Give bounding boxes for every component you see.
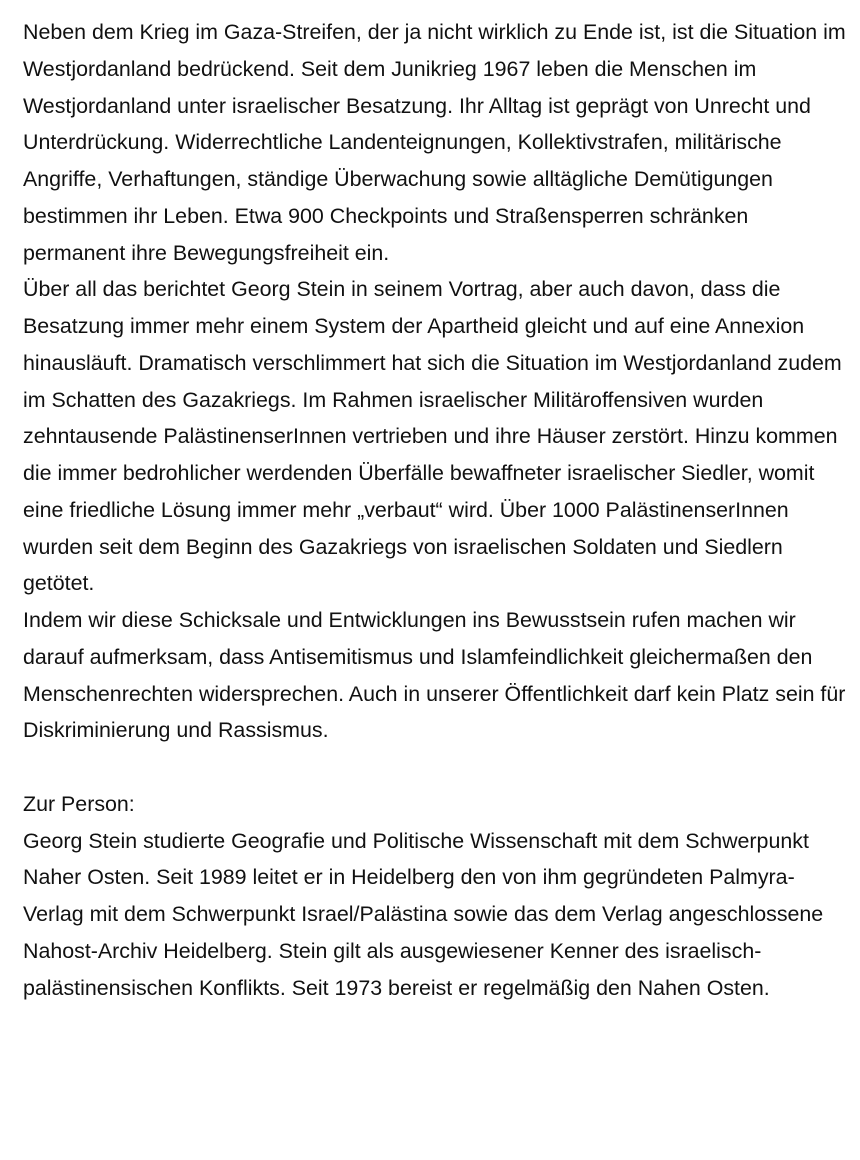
document-body: [23, 14, 849, 1006]
paragraph-vortrag-inhalt: Über all das berichtet Georg Stein in seinem Vortrag, aber auch davon, dass die Besatzung immer mehr einem System der Apartheid gleicht und auf eine Annexion hinausläuft. Dramatisch verschlimmert hat sich die Situation im Westjordanland zudem im Schatten des Gazakriegs. Im Rahmen israelischer Militäroffensiven wurden zehntausende PalästinenserInnen vertrieben und ihre Häuser zerstört. Hinzu kommen die immer bedrohlicher werdenden Überfälle bewaffneter israelischer Siedler, womit eine friedliche Lösung immer mehr „verbaut“ wird. Über 1000 PalästinenserInnen wurden seit dem Beginn des Gazakriegs von israelischen Soldaten und Siedlern getötet.: [23, 277, 842, 596]
person-heading: Zur Person:: [23, 791, 135, 816]
paragraph-spacer: [23, 749, 849, 786]
paragraph-westjordanland-situation: Neben dem Krieg im Gaza-Streifen, der ja nicht wirklich zu Ende ist, ist die Situation im Westjordanland bedrückend. Seit dem Junikrieg 1967 leben die Menschen im Westjordanland unter israelischer Besatzung. Ihr Alltag ist geprägt von Unrecht und Unterdrückung. Widerrechtliche Landenteignungen, Kollektivstrafen, militärische Angriffe, Verhaftungen, ständige Überwachung sowie alltägliche Demütigungen bestimmen ihr Leben. Etwa 900 Checkpoints und Straßensperren schränken permanent ihre Bewegungsfreiheit ein.: [23, 20, 846, 265]
person-bio: Georg Stein studierte Geografie und Politische Wissenschaft mit dem Schwerpunkt Naher Osten. Seit 1989 leitet er in Heidelberg den von ihm gegründeten Palmyra-Verlag mit dem Schwerpunkt Israel/Palästina sowie das dem Verlag angeschlossene Nahost-Archiv Heidelberg. Stein gilt als ausgewiesener Kenner des israelisch-palästinensischen Konflikts. Seit 1973 bereist er regelmäßig den Nahen Osten.: [23, 828, 824, 1000]
paragraph-bewusstsein: Indem wir diese Schicksale und Entwicklungen ins Bewusstsein rufen machen wir darauf aufmerksam, dass Antisemitismus und Islamfeindlichkeit gleichermaßen den Menschenrechten widersprechen. Auch in unserer Öffentlichkeit darf kein Platz sein für Diskriminierung und Rassismus.: [23, 608, 846, 743]
